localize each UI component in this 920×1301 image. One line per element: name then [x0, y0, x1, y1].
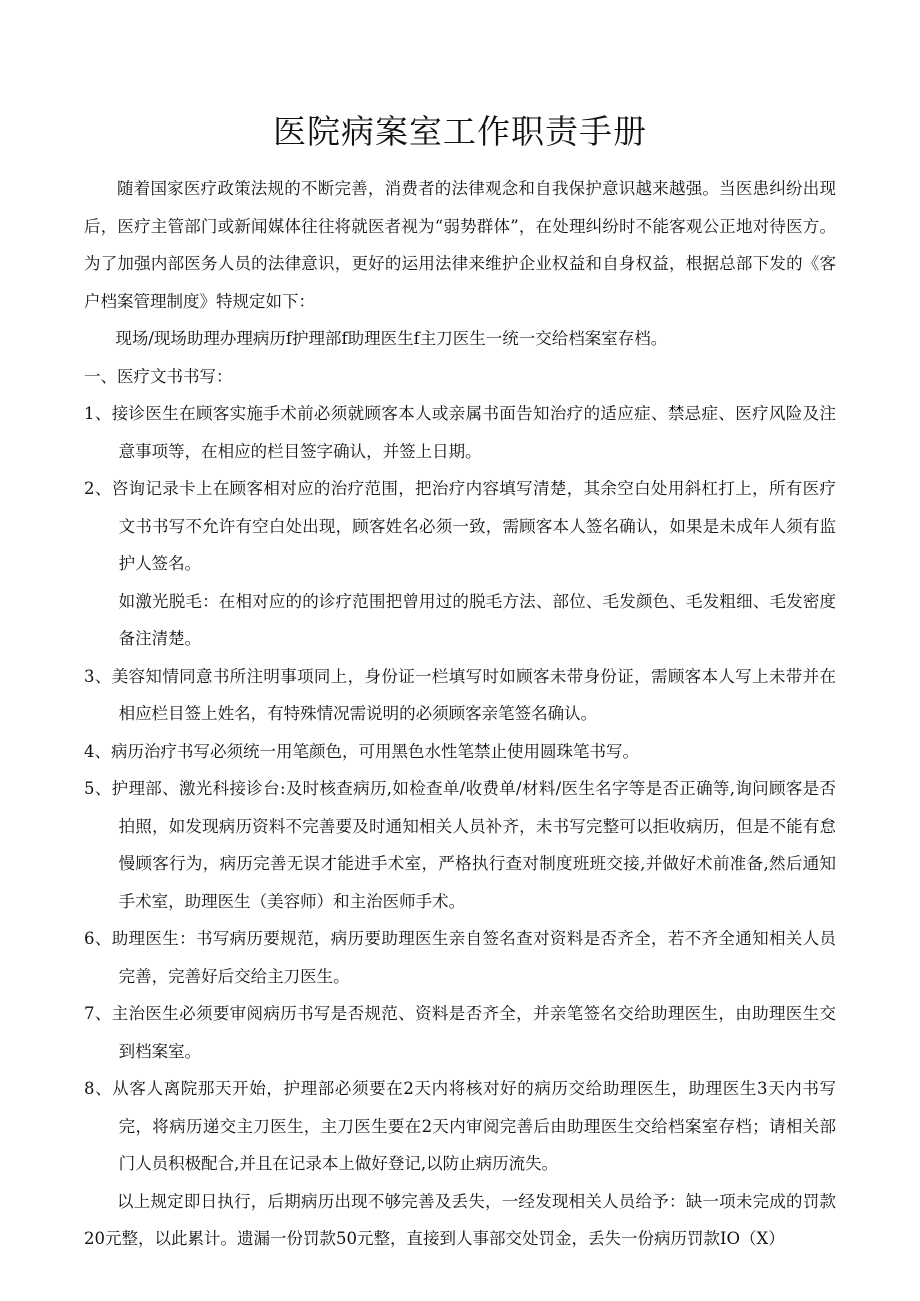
list-item-5: 5、护理部、激光科接诊台:及时核查病历,如检查单/收费单/材料/医生名字等是否正确等,询问顾客是否拍照，如发现病历资料不完善要及时通知相关人员补齐，未书写完整可以拒收病历，但是不能有怠慢顾客行为，病历完善无误才能进手术室，严格执行查对制度班班交接,并做好术前准备,然后通知手术室，助理医生（美容师）和主治医师手术。 [84, 779, 836, 911]
closing-paragraph: 以上规定即日执行，后期病历出现不够完善及丢失，一经发现相关人员给予：缺一项未完成的罚款20元整，以此累计。遗漏一份罚款50元整，直接到人事部交处罚金，丢失一份病历罚款IO（X） [84, 1191, 836, 1248]
list-item-8: 8、从客人离院那天开始，护理部必须要在2天内将核对好的病历交给助理医生，助理医生3天内书写完，将病历递交主刀医生，主刀医生要在2天内审阅完善后由助理医生交给档案室存档；请相关部门人员积极配合,并且在记录本上做好登记,以防止病历流失。 [84, 1079, 836, 1173]
list-item-4: 4、病历治疗书写必须统一用笔颜色，可用黑色水性笔禁止使用圆珠笔书写。 [84, 741, 639, 761]
document-body [84, 170, 836, 1258]
document-title: 医院病案室工作职责手册 [273, 112, 647, 152]
list-item-1: 1、接诊医生在顾客实施手术前必须就顾客本人或亲属书面告知治疗的适应症、禁忌症、医疗风险及注意事项等，在相应的栏目签字确认，并签上日期。 [84, 404, 836, 461]
section-heading: 一、医疗文书书写： [84, 366, 233, 386]
laser-note: 如激光脱毛：在相对应的的诊疗范围把曾用过的脱毛方法、部位、毛发颜色、毛发粗细、毛发密度备注清楚。 [118, 591, 836, 648]
list-item-3: 3、美容知情同意书所注明事项同上，身份证一栏填写时如顾客未带身份证，需顾客本人写上未带并在相应栏目签上姓名，有特殊情况需说明的必须顾客亲笔签名确认。 [84, 666, 836, 723]
flow-paragraph: 现场/现场助理办理病历f护理部f助理医生f主刀医生一统一交给档案室存档。 [115, 329, 668, 348]
list-item-2: 2、咨询记录卡上在顾客相对应的治疗范围，把治疗内容填写清楚，其余空白处用斜杠打上，所有医疗文书书写不允许有空白处出现，顾客姓名必须一致，需顾客本人签名确认，如果是未成年人须有监护人签名。 [84, 479, 836, 573]
list-item-6: 6、助理医生：书写病历要规范，病历要助理医生亲自签名查对资料是否齐全，若不齐全通知相关人员完善，完善好后交给主刀医生。 [84, 929, 836, 986]
intro-paragraph: 随着国家医疗政策法规的不断完善，消费者的法律观念和自我保护意识越来越强。当医患纠纷出现后，医疗主管部门或新闻媒体往往将就医者视为“弱势群体”，在处理纠纷时不能客观公正地对待医方。为了加强内部医务人员的法律意识，更好的运用法律来维护企业权益和自身权益，根据总部下发的《客户档案管理制度》特规定如下： [84, 179, 836, 311]
list-item-7: 7、主治医生必须要审阅病历书写是否规范、资料是否齐全，并亲笔签名交给助理医生，由助理医生交到档案室。 [84, 1004, 836, 1061]
